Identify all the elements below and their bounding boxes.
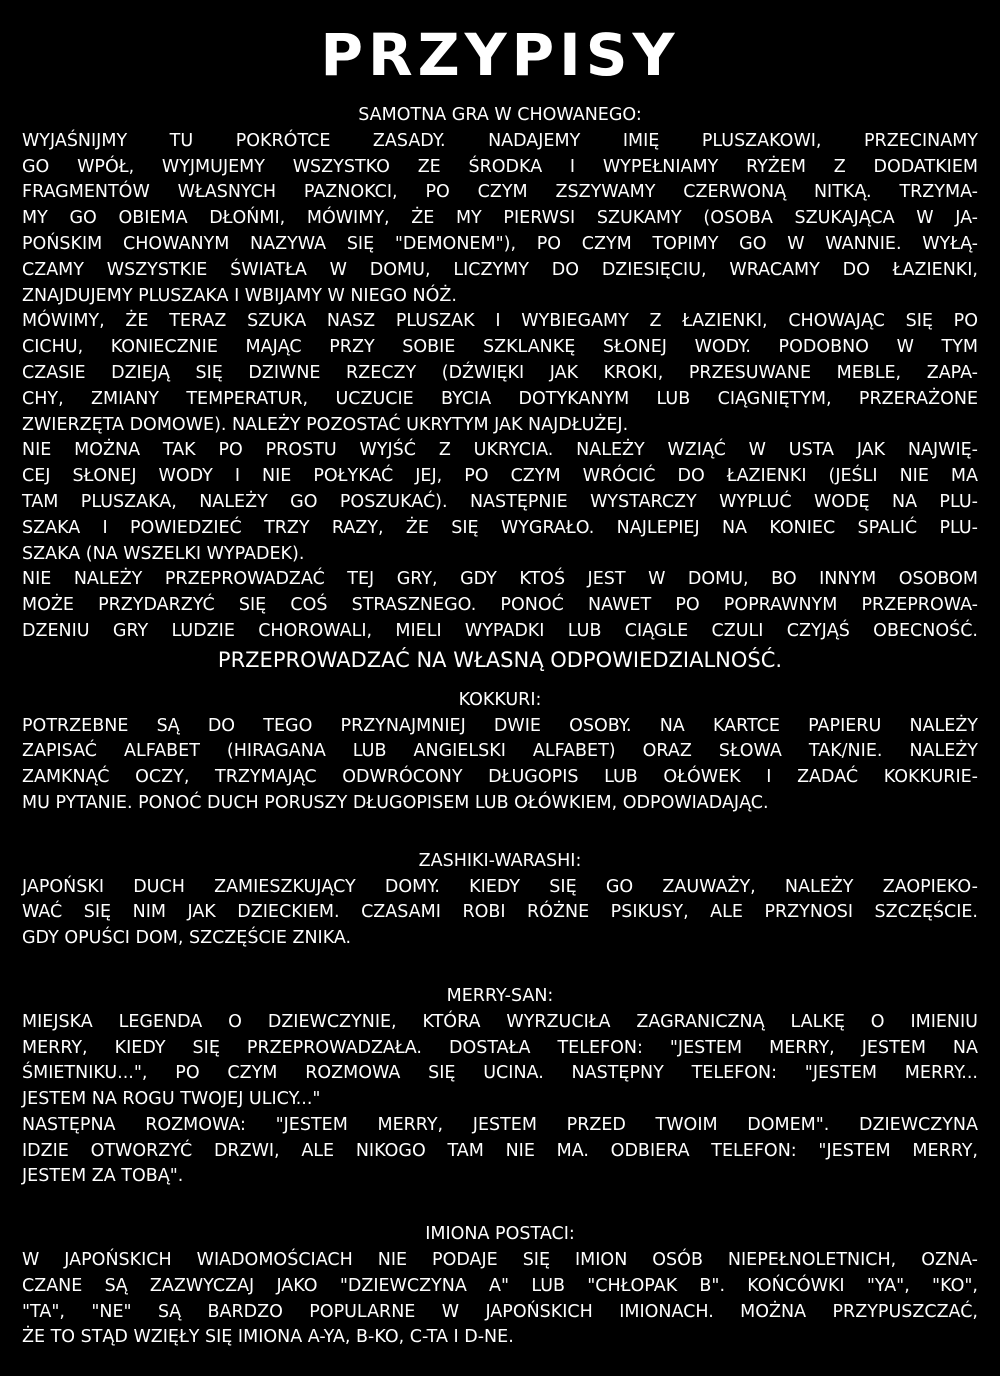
- section-hide-and-seek: [22, 103, 978, 675]
- section-kokkuri: [22, 688, 978, 817]
- warning-text: PRZEPROWADZAĆ NA WŁASNĄ ODPOWIEDZIALNOŚĆ.: [217, 647, 783, 672]
- text-line: MIEJSKA LEGENDA O DZIEWCZYNIE, KTÓRA WYRZUCIŁA ZAGRANICZNĄ LALKĘ O IMIENIU: [22, 1011, 978, 1032]
- text-line: SZAKA I POWIEDZIEĆ TRZY RAZY, ŻE SIĘ WYGRAŁO. NAJLEPIEJ NA KONIEC SPALIĆ PLU-: [22, 517, 978, 538]
- section-heading: KOKKURI:: [458, 689, 542, 710]
- section-heading: MERRY-SAN:: [446, 985, 554, 1006]
- section-heading: IMIONA POSTACI:: [425, 1224, 575, 1245]
- page-title: PRZYPISY: [320, 21, 680, 89]
- text-line: MERRY, KIEDY SIĘ PRZEPROWADZAŁA. DOSTAŁA TELEFON: "JESTEM MERRY, JESTEM NA: [22, 1037, 978, 1058]
- text-line: IDZIE OTWORZYĆ DRZWI, ALE NIKOGO TAM NIE MA. ODBIERA TELEFON: "JESTEM MERRY,: [22, 1140, 978, 1161]
- text-line: CZASIE DZIEJĄ SIĘ DZIWNE RZECZY (DŹWIĘKI JAK KROKI, PRZESUWANE MEBLE, ZAPA-: [22, 362, 978, 383]
- text-line: MOŻE PRZYDARZYĆ SIĘ COŚ STRASZNEGO. PONOĆ NAWET PO POPRAWNYM PRZEPROWA-: [22, 595, 978, 616]
- text-line: ŻE TO STĄD WZIĘŁY SIĘ IMIONA A-YA, B-KO, C-TA I D-NE.: [22, 1327, 514, 1348]
- text-line: TAM PLUSZAKA, NALEŻY GO POSZUKAĆ). NASTĘPNIE WYSTARCZY WYPLUĆ WODĘ NA PLU-: [22, 491, 978, 512]
- section-heading: ZASHIKI-WARASHI:: [418, 850, 582, 871]
- text-line: CZANE SĄ ZAZWYCZAJ JAKO "DZIEWCZYNA A" LUB "CHŁOPAK B". KOŃCÓWKI "YA", "KO",: [22, 1275, 978, 1296]
- text-line: JESTEM ZA TOBĄ".: [22, 1166, 184, 1187]
- text-line: GDY OPUŚCI DOM, SZCZĘŚCIE ZNIKA.: [22, 928, 352, 949]
- section-zashiki-warashi: [22, 849, 978, 952]
- text-line: ZAMKNĄĆ OCZY, TRZYMAJĄC ODWRÓCONY DŁUGOPIS LUB OŁÓWEK I ZADAĆ KOKKURIE-: [22, 767, 978, 788]
- text-line: DZENIU GRY LUDZIE CHOROWALI, MIELI WYPADKI LUB CIĄGLE CZULI CZYJĄŚ OBECNOŚĆ.: [22, 620, 978, 641]
- text-line: WAĆ SIĘ NIM JAK DZIECKIEM. CZASAMI ROBI RÓŻNE PSIKUSY, ALE PRZYNOSI SZCZĘŚCIE.: [22, 902, 978, 923]
- text-line: MU PYTANIE. PONOĆ DUCH PORUSZY DŁUGOPISEM LUB OŁÓWKIEM, ODPOWIADAJĄC.: [22, 792, 769, 813]
- text-line: POTRZEBNE SĄ DO TEGO PRZYNAJMNIEJ DWIE OSOBY. NA KARTCE PAPIERU NALEŻY: [22, 715, 978, 736]
- text-line: ŚMIETNIKU...", PO CZYM ROZMOWA SIĘ UCINA. NASTĘPNY TELEFON: "JESTEM MERRY...: [22, 1063, 978, 1084]
- notes-content: [22, 103, 978, 1351]
- text-line: MY GO OBIEMA DŁOŃMI, MÓWIMY, ŻE MY PIERWSI SZUKAMY (OSOBA SZUKAJĄCA W JA-: [22, 208, 978, 229]
- text-line: ZNAJDUJEMY PLUSZAKA I WBIJAMY W NIEGO NÓŻ.: [22, 285, 457, 306]
- text-line: CICHU, KONIECZNIE MAJĄC PRZY SOBIE SZKLANKĘ SŁONEJ WODY. PODOBNO W TYM: [22, 337, 978, 358]
- section-heading: SAMOTNA GRA W CHOWANEGO:: [358, 105, 642, 125]
- section-merry-san: [22, 984, 978, 1190]
- text-line: CHY, ZMIANY TEMPERATUR, UCZUCIE BYCIA DOTYKANYM LUB CIĄGNIĘTYM, PRZERAŻONE: [22, 388, 978, 409]
- text-line: ZWIERZĘTA DOMOWE). NALEŻY POZOSTAĆ UKRYTYM JAK NAJDŁUŻEJ.: [22, 414, 629, 435]
- text-line: SZAKA (NA WSZELKI WYPADEK).: [22, 543, 305, 564]
- text-line: JAPOŃSKI DUCH ZAMIESZKUJĄCY DOMY. KIEDY SIĘ GO ZAUWAŻY, NALEŻY ZAOPIEKO-: [22, 876, 978, 897]
- text-line: NIE NALEŻY PRZEPROWADZAĆ TEJ GRY, GDY KTOŚ JEST W DOMU, BO INNYM OSOBOM: [22, 569, 978, 590]
- text-line: MÓWIMY, ŻE TERAZ SZUKA NASZ PLUSZAK I WYBIEGAMY Z ŁAZIENKI, CHOWAJĄC SIĘ PO: [22, 311, 978, 332]
- section-character-names: [22, 1222, 978, 1351]
- text-line: POŃSKIM CHOWANYM NAZYWA SIĘ "DEMONEM"), PO CZYM TOPIMY GO W WANNIE. WYŁĄ-: [22, 233, 978, 254]
- text-line: "TA", "NE" SĄ BARDZO POPULARNE W JAPOŃSKICH IMIONACH. MOŻNA PRZYPUSZCZAĆ,: [22, 1301, 978, 1322]
- text-line: CEJ SŁONEJ WODY I NIE POŁYKAĆ JEJ, PO CZYM WRÓCIĆ DO ŁAZIENKI (JEŚLI NIE MA: [22, 466, 978, 487]
- text-line: NIE MOŻNA TAK PO PROSTU WYJŚĆ Z UKRYCIA. NALEŻY WZIĄĆ W USTA JAK NAJWIĘ-: [22, 440, 978, 461]
- text-line: WYJAŚNIJMY TU POKRÓTCE ZASADY. NADAJEMY IMIĘ PLUSZAKOWI, PRZECINAMY: [22, 130, 978, 151]
- text-line: FRAGMENTÓW WŁASNYCH PAZNOKCI, PO CZYM ZSZYWAMY CZERWONĄ NITKĄ. TRZYMA-: [22, 182, 978, 203]
- text-line: W JAPOŃSKICH WIADOMOŚCIACH NIE PODAJE SIĘ IMION OSÓB NIEPEŁNOLETNICH, OZNA-: [22, 1250, 978, 1271]
- text-line: GO WPÓŁ, WYJMUJEMY WSZYSTKO ZE ŚRODKA I WYPEŁNIAMY RYŻEM Z DODATKIEM: [22, 156, 978, 177]
- text-line: JESTEM NA ROGU TWOJEJ ULICY...": [22, 1089, 321, 1110]
- text-line: NASTĘPNA ROZMOWA: "JESTEM MERRY, JESTEM PRZED TWOIM DOMEM". DZIEWCZYNA: [22, 1114, 978, 1135]
- text-line: ZAPISAĆ ALFABET (HIRAGANA LUB ANGIELSKI ALFABET) ORAZ SŁOWA TAK/NIE. NALEŻY: [22, 741, 978, 762]
- text-line: CZAMY WSZYSTKIE ŚWIATŁA W DOMU, LICZYMY DO DZIESIĘCIU, WRACAMY DO ŁAZIENKI,: [22, 259, 978, 280]
